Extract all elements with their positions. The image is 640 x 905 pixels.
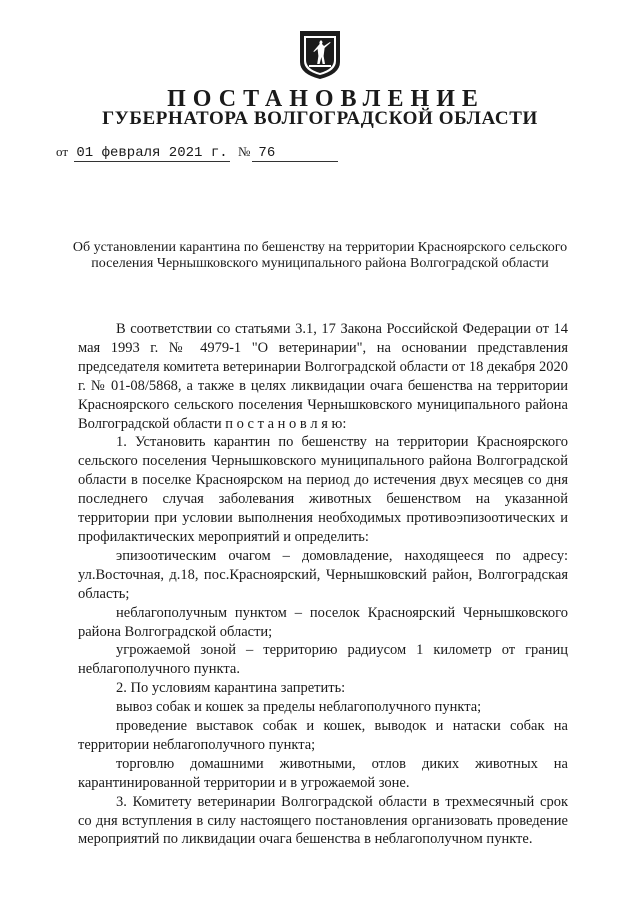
paragraph: проведение выставок собак и кошек, выводок и натаски собак на территории неблагополучного пункта; xyxy=(78,718,568,753)
document-subtitle: ГУБЕРНАТОРА ВОЛГОГРАДСКОЙ ОБЛАСТИ xyxy=(102,108,538,129)
paragraph: неблагополучным пунктом – поселок Красноярский Чернышковского района Волгоградской области; xyxy=(78,604,568,640)
volgograd-coat-of-arms-icon xyxy=(297,30,343,80)
paragraph: 1. Установить карантин по бешенству на территории Красноярского сельского поселения Чернышковского муниципального района Волгоградской области в поселке Красноярском на период до истечения двух месяцев со дня последнего случая заболевания животных бешенством на указанной территории при условии выполнения необходимых противоэпизоотических и профилактических мероприятий и определить: xyxy=(78,434,568,545)
document-meta xyxy=(56,144,338,162)
date-label: от xyxy=(56,144,69,159)
document-title: ПОСТАНОВЛЕНИЕ xyxy=(167,86,485,112)
document-subject: Об установлении карантина по бешенству на территории Красноярского сельского поселения Чернышковского муниципального района Волгоградской области xyxy=(72,240,568,271)
document-date: 01 февраля 2021 г. xyxy=(74,145,230,162)
paragraph: угрожаемой зоной – территорию радиусом 1 километр от границ неблагополучного пункта. xyxy=(78,642,568,678)
number-label: № xyxy=(238,144,251,159)
document-number: 76 xyxy=(252,145,338,162)
paragraph: вывоз собак и кошек за пределы неблагополучного пункта; xyxy=(116,699,482,716)
paragraph: эпизоотическим очагом – домовладение, находящееся по адресу: ул.Восточная, д.18, пос.Красноярский, Чернышковский район, Волгоградская область; xyxy=(78,547,568,602)
paragraph: 3. Комитету ветеринарии Волгоградской области в трехмесячный срок со дня вступления в силу настоящего постановления организовать проведение мероприятий по ликвидации очага бешенства в неблагополучном пункте. xyxy=(78,793,568,848)
paragraph: В соответствии со статьями 3.1, 17 Закона Российской Федерации от 14 мая 1993 г. № 4979-1 "О ветеринарии", на основании представления председателя комитета ветеринарии Волгоградской области от 18 декабря 2020 г. № 01-08/5868, а также в целях ликвидации очага бешенства на территории Красноярского сельского поселения Чернышковского муниципального района Волгоградской области п о с т а н о в л я ю: xyxy=(78,321,568,432)
paragraph: торговлю домашними животными, отлов диких животных на карантинированной территории и в угрожаемой зоне. xyxy=(78,755,568,791)
document-body xyxy=(78,320,568,849)
paragraph: 2. По условиям карантина запретить: xyxy=(116,680,346,697)
